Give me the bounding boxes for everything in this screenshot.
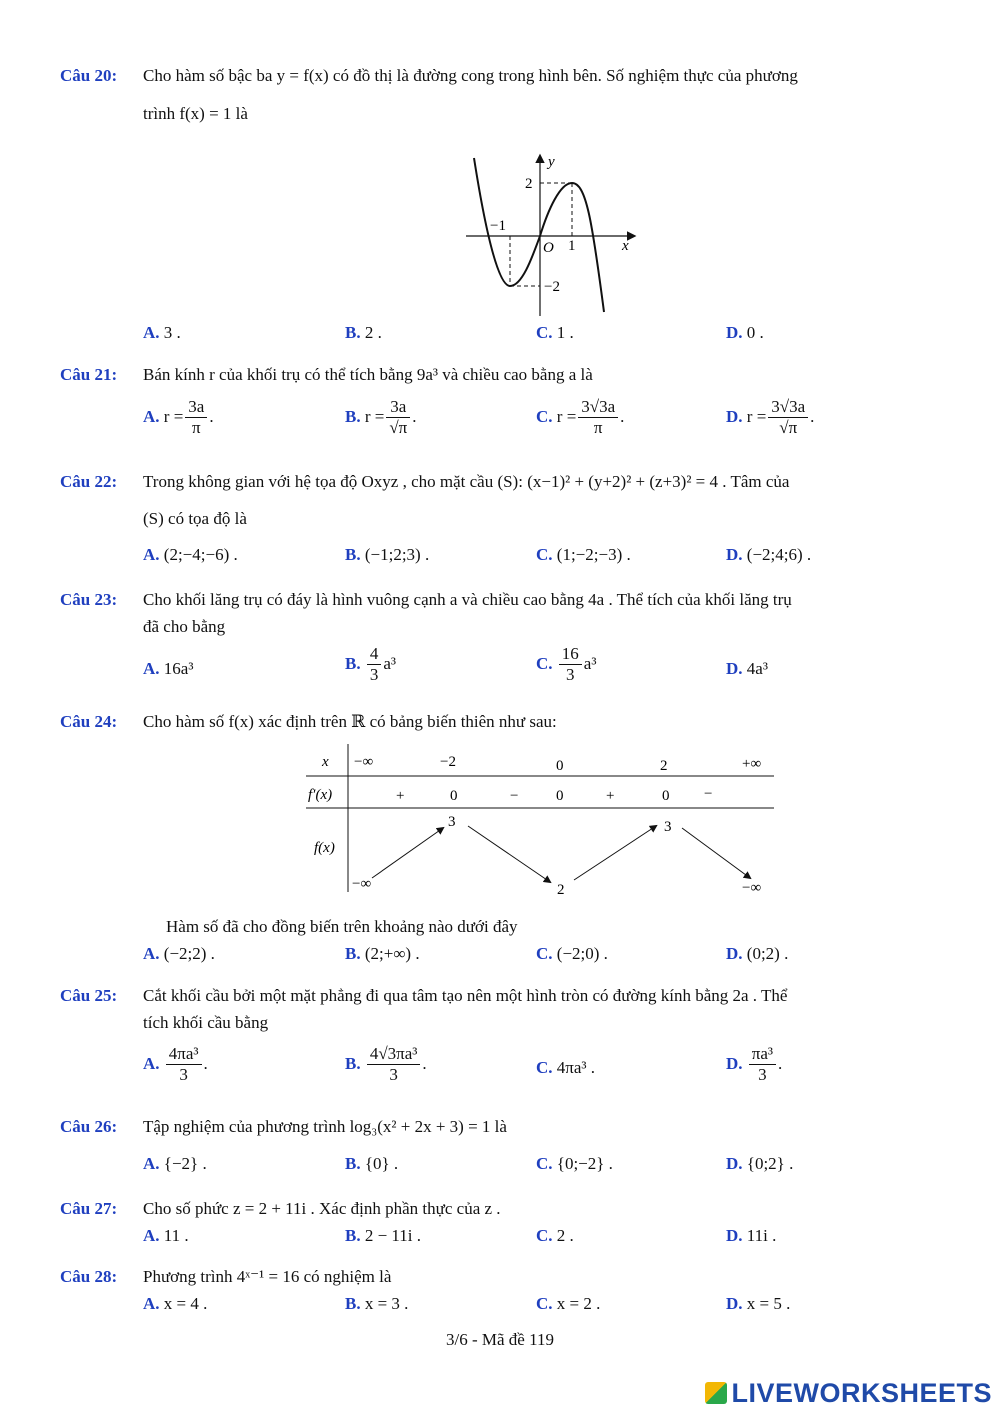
q24-variation-table xyxy=(300,742,780,902)
q21-option-d[interactable]: D. r = $\frac{3√3a}{√\pi}$ . xyxy=(726,397,815,438)
q22-option-a[interactable]: A. (2;−4;−6) . xyxy=(143,545,238,564)
label-origin: O xyxy=(543,240,554,256)
f-val-neg-inf-right: −∞ xyxy=(742,880,762,896)
q28-option-b[interactable]: B. x = 3 . xyxy=(345,1294,409,1313)
arrow-up-1 xyxy=(372,828,443,878)
brand-logo xyxy=(705,1378,992,1409)
q25-text-line1: Cắt khối cầu bởi một mặt phẳng đi qua tâm tạo nên một hình tròn có đường kính bằng 2a . Thể xyxy=(143,986,788,1005)
fp-sign-2: − xyxy=(510,788,519,804)
q28-option-a[interactable]: A. x = 4 . xyxy=(143,1294,208,1313)
q24-option-a[interactable]: A. (−2;2) . xyxy=(143,944,215,963)
q22-number: Câu 22: xyxy=(60,472,118,491)
q27-text: Cho số phức z = 2 + 11i . Xác định phần thực của z . xyxy=(143,1199,501,1218)
fp-zero-3: 0 xyxy=(662,788,670,804)
q23-text-line1: Cho khối lăng trụ có đáy là hình vuông cạnh a và chiều cao bằng 4a . Thể tích của khối lăng trụ xyxy=(143,590,792,609)
row-label-f: f(x) xyxy=(314,840,335,856)
q26-option-a[interactable]: A. {−2} . xyxy=(143,1154,207,1173)
q24-number: Câu 24: xyxy=(60,712,118,731)
q20-text-line2: trình f(x) = 1 là xyxy=(143,104,248,123)
q26-option-b[interactable]: B. {0} . xyxy=(345,1154,399,1173)
x-val-minus2: −2 xyxy=(440,754,456,770)
fp-sign-4: − xyxy=(704,786,713,802)
q27-option-a[interactable]: A. 11 . xyxy=(143,1226,189,1245)
cubic-curve xyxy=(474,158,604,312)
x-val-0: 0 xyxy=(556,758,564,774)
fp-sign-3: + xyxy=(606,788,615,804)
q26-number: Câu 26: xyxy=(60,1117,118,1136)
page-footer: 3/6 - Mã đề 119 xyxy=(446,1330,554,1349)
q26-option-c[interactable]: C. {0;−2} . xyxy=(536,1154,613,1173)
arrow-down-2 xyxy=(682,828,750,878)
q27-option-c[interactable]: C. 2 . xyxy=(536,1226,574,1245)
row-label-x: x xyxy=(322,754,329,770)
q27-number: Câu 27: xyxy=(60,1199,118,1218)
q24-option-c[interactable]: C. (−2;0) . xyxy=(536,944,608,963)
q20-text-line1: Cho hàm số bậc ba y = f(x) có đồ thị là đường cong trong hình bên. Số nghiệm thực của phương xyxy=(143,66,798,85)
f-val-2: 2 xyxy=(557,882,565,898)
q23-option-c[interactable]: C. $\frac{16}{3}$ a³ xyxy=(536,644,597,685)
q21-text: Bán kính r của khối trụ có thể tích bằng 9a³ và chiều cao bằng a là xyxy=(143,365,593,384)
q27-option-b[interactable]: B. 2 − 11i . xyxy=(345,1226,422,1245)
x-val-2: 2 xyxy=(660,758,668,774)
tick-2: 2 xyxy=(525,176,533,192)
q23-text-line2: đã cho bằng xyxy=(143,617,226,636)
q28-option-d[interactable]: D. x = 5 . xyxy=(726,1294,791,1313)
q20-number: Câu 20: xyxy=(60,66,118,85)
tick-1: 1 xyxy=(568,238,576,254)
q25-option-d[interactable]: D. $\frac{\text{πa³}}{3}$ . xyxy=(726,1044,783,1085)
fp-sign-1: + xyxy=(396,788,405,804)
q24-text: Cho hàm số f(x) xác định trên ℝ có bảng biến thiên như sau: xyxy=(143,712,557,731)
q24-option-d[interactable]: D. (0;2) . xyxy=(726,944,789,963)
brand-name: LIVEWORKSHEETS xyxy=(731,1378,992,1408)
brand-logo-icon xyxy=(705,1382,727,1404)
q20-option-b[interactable]: B. 2 . xyxy=(345,323,382,342)
arrow-down-1 xyxy=(468,826,550,882)
tick-minus2: −2 xyxy=(544,279,560,295)
q21-option-c[interactable]: C. r = $\frac{3√3a}{\pi}$ . xyxy=(536,397,625,438)
q24-option-b[interactable]: B. (2;+∞) . xyxy=(345,944,420,963)
q20-option-c[interactable]: C. 1 . xyxy=(536,323,574,342)
q26-text: Tập nghiệm của phương trình log₃(x² + 2x + 3) = 1 là xyxy=(143,1117,507,1136)
q21-number: Câu 21: xyxy=(60,365,118,384)
q24-subtext: Hàm số đã cho đồng biến trên khoảng nào dưới đây xyxy=(166,917,518,936)
f-val-neg-inf-left: −∞ xyxy=(352,876,372,892)
f-val-3-left: 3 xyxy=(448,814,456,830)
q28-text: Phương trình 4ˣ⁻¹ = 16 có nghiệm là xyxy=(143,1267,392,1286)
x-val-pos-inf: +∞ xyxy=(742,756,762,772)
arrow-up-2 xyxy=(574,826,656,880)
q25-option-c[interactable]: C. 4πa³ . xyxy=(536,1058,596,1077)
row-label-fprime: f′(x) xyxy=(308,787,333,803)
q20-option-d[interactable]: D. 0 . xyxy=(726,323,764,342)
fp-zero-2: 0 xyxy=(556,788,564,804)
q25-number: Câu 25: xyxy=(60,986,118,1005)
q27-option-d[interactable]: D. 11i . xyxy=(726,1226,777,1245)
q22-text-line2: (S) có tọa độ là xyxy=(143,509,247,528)
q22-option-d[interactable]: D. (−2;4;6) . xyxy=(726,545,812,564)
fp-zero-1: 0 xyxy=(450,788,458,804)
q20-cubic-graph xyxy=(462,150,642,320)
q22-text-line1: Trong không gian với hệ tọa độ Oxyz , cho mặt cầu (S): (x−1)² + (y+2)² + (z+3)² = 4 . Tâm của xyxy=(143,472,790,491)
q28-option-c[interactable]: C. x = 2 . xyxy=(536,1294,601,1313)
q22-option-b[interactable]: B. (−1;2;3) . xyxy=(345,545,430,564)
q23-number: Câu 23: xyxy=(60,590,118,609)
tick-minus1: −1 xyxy=(490,218,506,234)
q26-option-d[interactable]: D. {0;2} . xyxy=(726,1154,794,1173)
q23-option-d[interactable]: D. 4a³ xyxy=(726,659,768,678)
q23-option-b[interactable]: B. $\frac{4}{3}$ a³ xyxy=(345,644,396,685)
q25-option-b[interactable]: B. $\frac{\text{4√3πa³}}{3}$ . xyxy=(345,1044,427,1085)
q25-text-line2: tích khối cầu bằng xyxy=(143,1013,269,1032)
label-y: y xyxy=(548,154,555,170)
q23-option-a[interactable]: A. 16a³ xyxy=(143,659,194,678)
q28-number: Câu 28: xyxy=(60,1267,118,1286)
q20-option-a[interactable]: A. 3 . xyxy=(143,323,181,342)
q21-option-a[interactable]: A. r = $\frac{3a}{\pi}$ . xyxy=(143,397,214,438)
q22-option-c[interactable]: C. (1;−2;−3) . xyxy=(536,545,631,564)
f-val-3-right: 3 xyxy=(664,819,672,835)
x-val-neg-inf: −∞ xyxy=(354,754,374,770)
q21-option-b[interactable]: B. r = $\frac{3a}{√\pi}$ . xyxy=(345,397,417,438)
label-x: x xyxy=(622,238,629,254)
q25-option-a[interactable]: A. $\frac{\text{4πa³}}{3}$ . xyxy=(143,1044,208,1085)
